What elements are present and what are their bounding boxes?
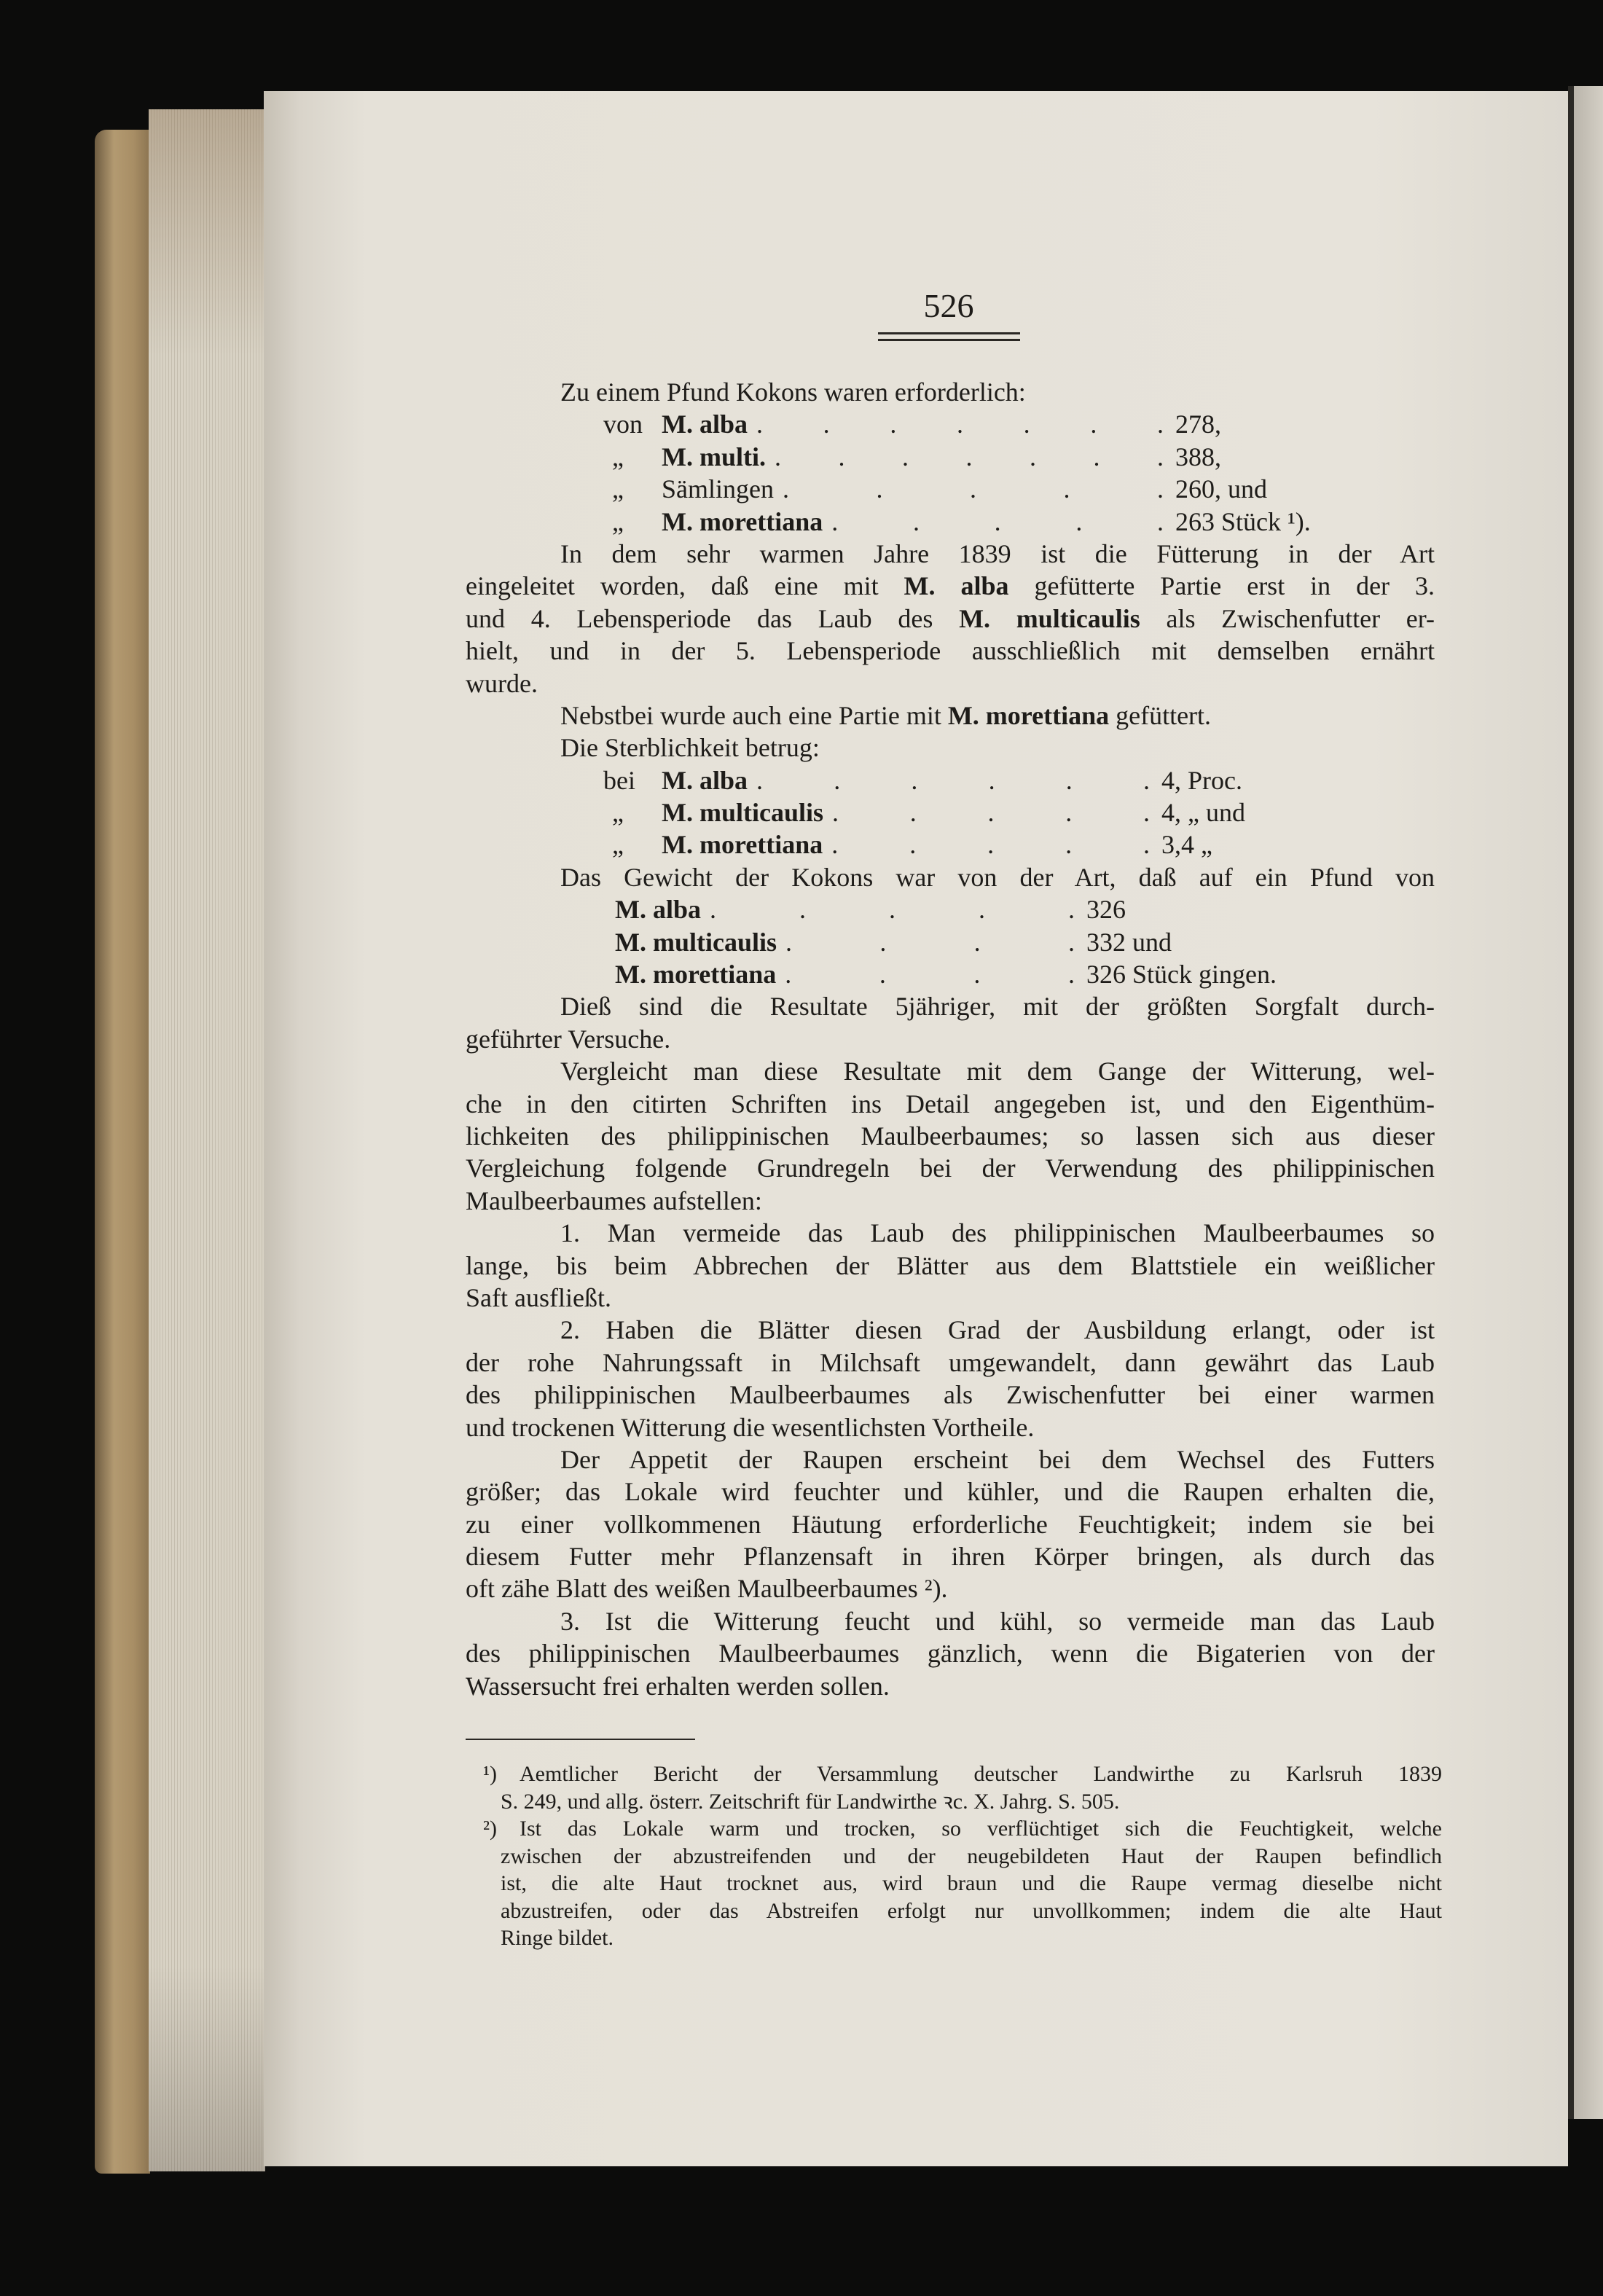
row-label-group bbox=[615, 893, 1079, 925]
text-run: gefütterte Partie erst in der 3. bbox=[1008, 571, 1435, 601]
paragraph-1839-line: hielt, und in der 5. Lebensperiode ausschließlich mit demselben ernährt bbox=[466, 636, 1435, 666]
species-label: M. multicaulis bbox=[615, 927, 777, 957]
comparison-line: Maulbeerbaumes aufstellen: bbox=[466, 1186, 762, 1215]
rule-2-line: 2. Haben die Blätter diesen Grad der Ausbildung erlangt, oder ist bbox=[560, 1315, 1435, 1345]
row-label-group bbox=[662, 506, 1168, 538]
species-label: M. alba bbox=[662, 765, 748, 795]
table-row-mortality bbox=[466, 828, 1435, 861]
species-label: M. morettiana bbox=[662, 506, 823, 536]
footnote-1-line: S. 249, und allg. österr. Zeitschrift für Landwirthe ꝛc. X. Jahrg. S. 505. bbox=[501, 1789, 1120, 1814]
next-page-edge bbox=[1574, 86, 1603, 2119]
rule-3-line: des philippinischen Maulbeerbaumes gänzlich, wenn die Bigaterien von der bbox=[466, 1639, 1435, 1669]
row-prefix: „ bbox=[612, 506, 624, 536]
footnote-1-line bbox=[483, 1760, 1442, 1788]
row-label-group bbox=[662, 473, 1168, 505]
comparison-line: Vergleicht man diese Resultate mit dem Gange der Witterung, wel- bbox=[560, 1057, 1435, 1086]
paragraph-1839-line bbox=[466, 570, 1435, 602]
dot-leader: . . . . . . . bbox=[774, 442, 1164, 471]
rule-1-line: lange, bis beim Abbrechen der Blätter aus dem Blattstiele ein weißlicher bbox=[466, 1250, 1435, 1280]
rule-3-line: Wassersucht frei erhalten werden sollen. bbox=[466, 1671, 890, 1701]
dot-leader: . . . . . bbox=[710, 895, 1075, 925]
species-label: M. alba bbox=[615, 895, 702, 925]
table-row-cocoons bbox=[466, 441, 1435, 473]
table-row-cocoons bbox=[466, 506, 1435, 538]
page-stack-edge bbox=[149, 109, 265, 2171]
species-label: M. alba bbox=[662, 410, 748, 439]
rule-2-line: der rohe Nahrungssaft in Milchsaft umgewandelt, dann gewährt das Laub bbox=[466, 1347, 1435, 1377]
results-line: geführter Versuche. bbox=[466, 1024, 671, 1054]
row-value: 263 Stück ¹). bbox=[1175, 506, 1311, 536]
row-label-group bbox=[615, 926, 1079, 958]
paragraph-1839-line: wurde. bbox=[466, 668, 538, 698]
morettiana-note bbox=[466, 700, 1435, 732]
species-name: M. morettiana bbox=[947, 700, 1110, 730]
appetite-line: diesem Futter mehr Pflanzensaft in ihren Körper bringen, als durch das bbox=[466, 1542, 1435, 1572]
footnote-2-line: Ringe bildet. bbox=[501, 1926, 614, 1950]
species-label: M. multicaulis bbox=[662, 798, 823, 828]
paragraph-1839-line: In dem sehr warmen Jahre 1839 ist die Fütterung in der Art bbox=[560, 538, 1435, 568]
row-value: 326 bbox=[1086, 895, 1126, 925]
body-text bbox=[466, 376, 1435, 1702]
footnote-2-line: abzustreifen, oder das Abstreifen erfolgt nur unvollkommen; indem die alte Haut bbox=[501, 1898, 1442, 1923]
text-run: eingeleitet worden, daß eine mit bbox=[466, 571, 904, 601]
heading-mortality: Die Sterblichkeit betrug: bbox=[560, 733, 820, 763]
row-value: 3,4 „ bbox=[1161, 830, 1212, 860]
species-name: M. multicaulis bbox=[959, 603, 1140, 633]
table-row-weight bbox=[466, 893, 1435, 925]
page-number: 526 bbox=[923, 287, 974, 324]
row-label-group bbox=[662, 441, 1168, 473]
row-value: 388, bbox=[1175, 442, 1221, 471]
footnote-2-line bbox=[483, 1815, 1442, 1843]
table-row-weight bbox=[466, 958, 1435, 990]
dot-leader: . . . . . . bbox=[756, 765, 1150, 795]
species-label: M. morettiana bbox=[615, 960, 777, 990]
row-prefix: „ bbox=[612, 830, 624, 860]
footnote-text: Ist das Lokale warm und trocken, so verflüchtiget sich die Feuchtigkeit, welche bbox=[520, 1817, 1442, 1841]
row-label-group bbox=[662, 828, 1154, 861]
dot-leader: . . . . . . . bbox=[756, 410, 1164, 439]
rule-2-line: und trockenen Witterung die wesentlichsten Vortheile. bbox=[466, 1412, 1035, 1442]
table-row-mortality bbox=[466, 796, 1435, 828]
footnote-marker: ¹) bbox=[483, 1762, 497, 1786]
text-run: als Zwischenfutter er- bbox=[1140, 603, 1435, 633]
row-prefix: „ bbox=[612, 474, 624, 504]
row-prefix: „ bbox=[612, 442, 624, 471]
row-value: 4, Proc. bbox=[1161, 765, 1242, 795]
rule-3-line: 3. Ist die Witterung feucht und kühl, so vermeide man das Laub bbox=[560, 1606, 1435, 1636]
footnotes bbox=[483, 1760, 1442, 1952]
page-number-rule-bottom bbox=[878, 339, 1020, 341]
footnote-text: Aemtlicher Bericht der Versammlung deutscher Landwirthe zu Karlsruh 1839 bbox=[520, 1762, 1442, 1786]
rule-1-line: 1. Man vermeide das Laub des philippinischen Maulbeerbaumes so bbox=[560, 1218, 1435, 1248]
dot-leader: . . . . . bbox=[831, 830, 1150, 860]
row-label-group bbox=[615, 958, 1079, 990]
footnote-2-line: zwischen der abzustreifenden und der neugebildeten Haut der Raupen befindlich bbox=[501, 1844, 1442, 1868]
text-run: Nebstbei wurde auch eine Partie mit bbox=[560, 700, 948, 730]
dot-leader: . . . . . bbox=[832, 798, 1150, 828]
comparison-line: lichkeiten des philippinischen Maulbeerbaumes; so lassen sich aus dieser bbox=[466, 1121, 1435, 1151]
rule-2-line: des philippinischen Maulbeerbaumes als Zwischenfutter bei einer warmen bbox=[466, 1380, 1435, 1410]
dot-leader: . . . . bbox=[785, 927, 1075, 957]
table-row-weight bbox=[466, 926, 1435, 958]
comparison-line: Vergleichung folgende Grundregeln bei der Verwendung des philippinischen bbox=[466, 1153, 1435, 1183]
species-label: M. multi. bbox=[662, 442, 766, 471]
species-name: M. alba bbox=[904, 571, 1009, 601]
page-stack-shading bbox=[149, 109, 265, 2171]
paragraph-1839-line bbox=[466, 603, 1435, 635]
row-label-group bbox=[662, 796, 1154, 828]
row-prefix: von bbox=[603, 410, 643, 439]
row-value: 4, „ und bbox=[1161, 798, 1245, 828]
table-row-cocoons bbox=[466, 408, 1435, 440]
heading-weight: Das Gewicht der Kokons war von der Art, daß auf ein Pfund von bbox=[560, 862, 1435, 892]
row-prefix: bei bbox=[603, 765, 635, 795]
dot-leader: . . . . bbox=[785, 960, 1075, 990]
dot-leader: . . . . . bbox=[782, 474, 1164, 504]
seedlings-label: Sämlingen bbox=[662, 474, 774, 504]
heading-cocoons-per-pound: Zu einem Pfund Kokons waren erforderlich: bbox=[560, 377, 1026, 407]
row-label-group bbox=[662, 408, 1168, 440]
comparison-line: che in den citirten Schriften ins Detail angegeben ist, und den Eigenthüm- bbox=[466, 1089, 1435, 1118]
appetite-line: Der Appetit der Raupen erscheint bei dem Wechsel des Futters bbox=[560, 1444, 1435, 1474]
text-run: und 4. Lebensperiode das Laub des bbox=[466, 603, 960, 633]
row-prefix: „ bbox=[612, 798, 624, 828]
table-row-cocoons bbox=[466, 473, 1435, 505]
footnote-rule bbox=[466, 1739, 695, 1740]
book-cover-edge bbox=[95, 130, 150, 2174]
species-label: M. morettiana bbox=[662, 830, 823, 860]
row-label-group bbox=[662, 764, 1154, 796]
appetite-line: oft zähe Blatt des weißen Maulbeerbaumes ²). bbox=[466, 1574, 948, 1604]
row-value: 278, bbox=[1175, 410, 1221, 439]
row-value: 332 und bbox=[1086, 927, 1172, 957]
results-line: Dieß sind die Resultate 5jähriger, mit der größten Sorgfalt durch- bbox=[560, 992, 1435, 1022]
table-row-mortality bbox=[466, 764, 1435, 796]
appetite-line: größer; das Lokale wird feuchter und kühler, und die Raupen erhalten die, bbox=[466, 1477, 1435, 1507]
row-value: 260, und bbox=[1175, 474, 1267, 504]
dot-leader: . . . . . bbox=[831, 506, 1164, 536]
rule-1-line: Saft ausfließt. bbox=[466, 1282, 611, 1312]
page-number-rule-top bbox=[878, 332, 1020, 334]
page-gutter-gap bbox=[1568, 86, 1574, 2119]
row-value: 326 Stück gingen. bbox=[1086, 960, 1277, 990]
appetite-line: zu einer vollkommenen Häutung erforderliche Feuchtigkeit; indem sie bei bbox=[466, 1509, 1435, 1539]
footnote-2-line: ist, die alte Haut trocknet aus, wird braun und die Raupe vermag dieselbe nicht bbox=[501, 1871, 1442, 1895]
footnote-marker: ²) bbox=[483, 1817, 497, 1841]
text-run: gefüttert. bbox=[1109, 700, 1212, 730]
